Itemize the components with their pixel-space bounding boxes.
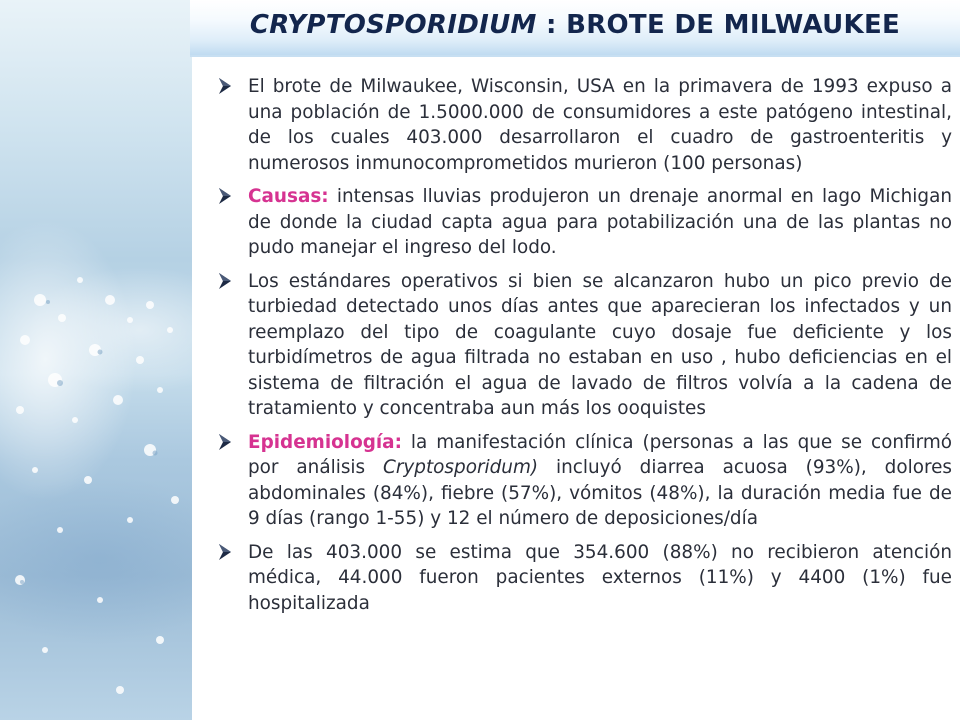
arrow-bullet-icon <box>218 74 248 96</box>
bullet-body: la manifestación clínica (personas a las que se confirmó por análisis <box>248 431 952 478</box>
arrow-bullet-icon <box>218 184 248 206</box>
bullet-item <box>218 184 952 261</box>
slide-title <box>190 10 960 40</box>
organism-name: Cryptosporidum) <box>383 457 539 478</box>
arrow-bullet-icon <box>218 269 248 291</box>
bullet-list <box>218 74 952 624</box>
bullet-text: El brote de Milwaukee, Wisconsin, USA en la primavera de 1993 expuso a una población de 1.5000.000 de consumidores a este patógeno intestinal, de los cuales 403.000 desarrollaron el cuadro de gastroenteritis y numerosos inmunocomprometidos murieron (100 personas) <box>248 76 952 174</box>
bullet-item <box>218 540 952 617</box>
arrow-bullet-icon <box>218 430 248 452</box>
bullet-item <box>218 269 952 422</box>
bullet-text <box>248 184 952 261</box>
bullet-body: intensas lluvias produjeron un drenaje anormal en lago Michigan de donde la ciudad capta agua para potabilización una de las plantas no pudo manejar el ingreso del lodo. <box>248 186 952 258</box>
water-splash-image <box>0 0 192 720</box>
title-organism: CRYPTOSPORIDIUM <box>249 10 537 40</box>
slide-header <box>190 0 960 57</box>
bullet-item <box>218 430 952 532</box>
bullet-text: De las 403.000 se estima que 354.600 (88%) no recibieron atención médica, 44.000 fueron pacientes externos (11%) y 4400 (1%) fue hospitalizada <box>248 541 952 614</box>
bullet-text <box>248 430 952 532</box>
title-subject: : BROTE DE MILWAUKEE <box>536 10 901 40</box>
bullet-text: Los estándares operativos si bien se alcanzaron hubo un pico previo de turbiedad detectado unos días antes que aparecieran los infectados y un reemplazo del tipo de coagulante cuyo dosaje fue deficiente y los turbidímetros de agua filtrada no estaban en uso , hubo deficiencias en el sistema de filtración el agua de lavado de filtros volvía a la cadena de tratamiento y concentraba aun más los ooquistes <box>248 270 952 419</box>
bullet-label: Causas: <box>248 186 329 207</box>
bullet-body-cont: incluyó diarrea acuosa (93%), dolores abdominales (84%), fiebre (57%), vómitos (48%), la duración media fue de 9 días (rango 1-55) y 12 el número de deposiciones/día <box>248 457 952 529</box>
bullet-label: Epidemiología: <box>248 431 402 453</box>
arrow-bullet-icon <box>218 540 248 562</box>
bullet-item <box>218 74 952 176</box>
